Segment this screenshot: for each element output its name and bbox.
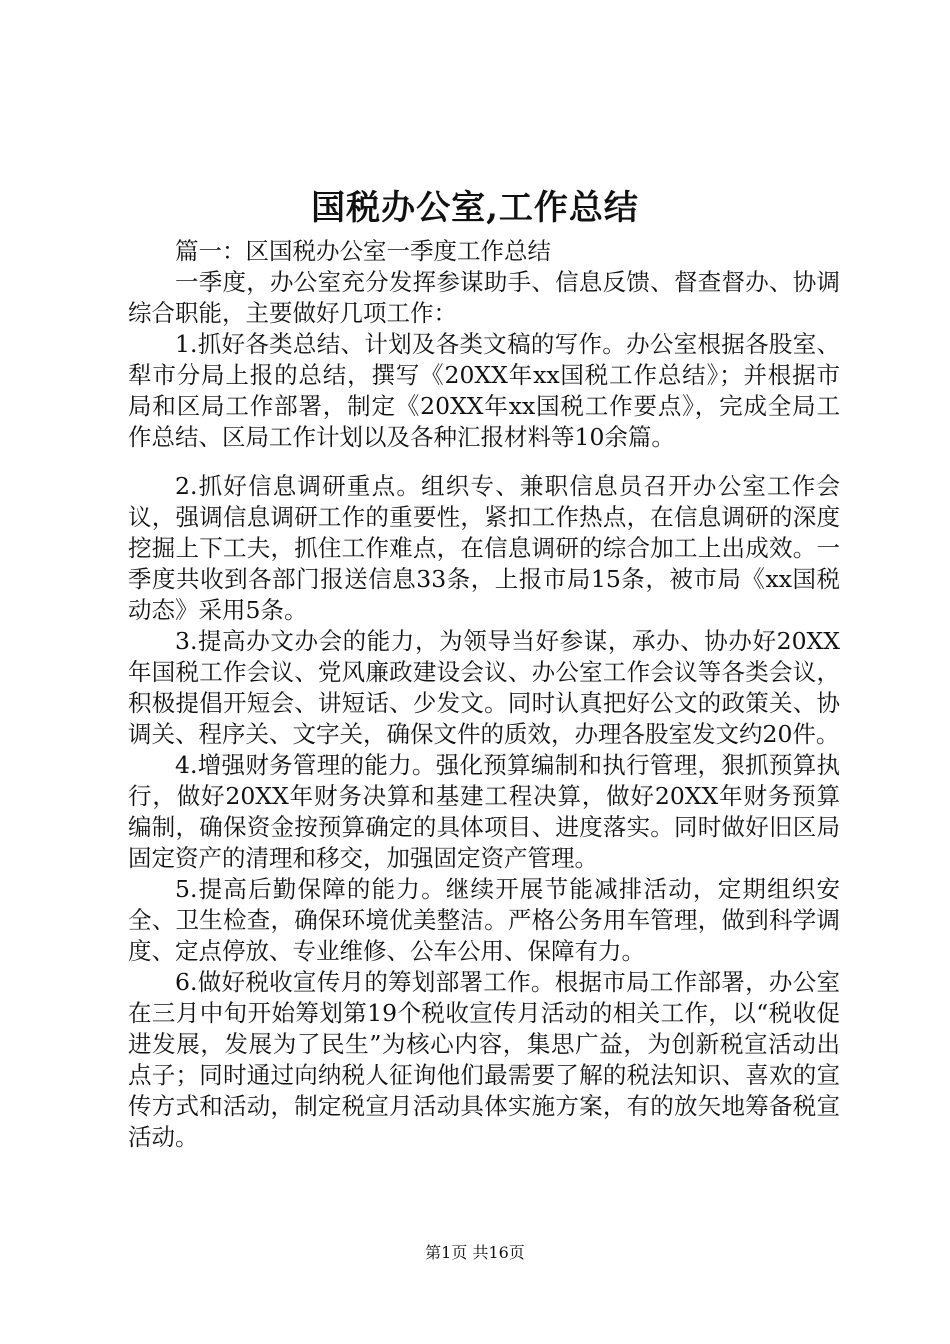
paragraph-item-1: 1.抓好各类总结、计划及各类文稿的写作。办公室根据各股室、犁市分局上报的总结，撰写《20XX年xx国税工作总结》；并根据市局和区局工作部署，制定《20XX年xx国税工作要点》，完成全局工作总结、区局工作计划以及各种汇报材料等10余篇。 bbox=[128, 330, 840, 451]
paragraph-item-2: 2.抓好信息调研重点。组织专、兼职信息员召开办公室工作会议，强调信息调研工作的重要性，紧扣工作热点，在信息调研的深度挖掘上下工夫，抓住工作难点，在信息调研的综合加工上出成效。一季度共收到各部门报送信息33条，上报市局15条，被市局《xx国税动态》采用5条。 bbox=[128, 472, 840, 624]
document-body bbox=[128, 236, 840, 1153]
paragraph-item-5: 5.提高后勤保障的能力。继续开展节能减排活动，定期组织安全、卫生检查，确保环境优美整洁。严格公务用车管理，做到科学调度、定点停放、专业维修、公车公用、保障有力。 bbox=[128, 875, 840, 965]
page-footer: 第1页 共16页 bbox=[425, 1243, 525, 1262]
paragraph-item-6: 6.做好税收宣传月的筹划部署工作。根据市局工作部署，办公室在三月中旬开始筹划第19个税收宣传月活动的相关工作，以“税收促进发展，发展为了民生”为核心内容，集思广益，为创新税宣活动出点子；同时通过向纳税人征询他们最需要了解的税法知识、喜欢的宣传方式和活动，制定税宣月活动具体实施方案，有的放矢地筹备税宣活动。 bbox=[128, 968, 840, 1151]
paragraph-item-4: 4.增强财务管理的能力。强化预算编制和执行管理，狠抓预算执行，做好20XX年财务决算和基建工程决算，做好20XX年财务预算编制，确保资金按预算确定的具体项目、进度落实。同时做好旧区局固定资产的清理和移交，加强固定资产管理。 bbox=[128, 751, 840, 872]
document-title: 国税办公室,工作总结 bbox=[311, 188, 639, 228]
paragraph-item-3: 3.提高办文办会的能力，为领导当好参谋，承办、协办好20XX年国税工作会议、党风廉政建设会议、办公室工作会议等各类会议，积极提倡开短会、讲短话、少发文。同时认真把好公文的政策关、协调关、程序关、文字关，确保文件的质效，办理各股室发文约20件。 bbox=[128, 627, 840, 748]
intro-paragraph: 一季度，办公室充分发挥参谋助手、信息反馈、督查督办、协调综合职能，主要做好几项工作： bbox=[128, 268, 840, 327]
section-heading: 篇一：区国税办公室一季度工作总结 bbox=[175, 237, 551, 265]
